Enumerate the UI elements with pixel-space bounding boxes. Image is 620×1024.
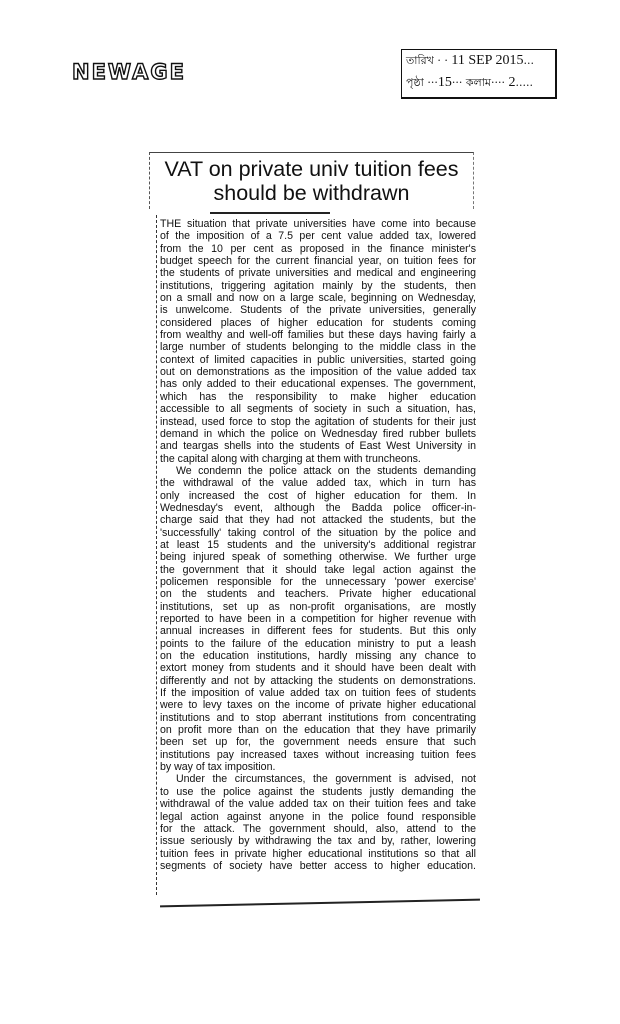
article-line: issue seriously by withdrawing the tax and by, rather, lowering (160, 835, 476, 848)
stamp-page-value: 15 (437, 75, 452, 90)
article-line: for the attack. The government should, also, attend to the (160, 822, 476, 835)
article-line: to use the police against the students justly demanding the (160, 785, 476, 798)
article-line: Under the circumstances, the government is advised, not (176, 773, 476, 786)
article-line: of the imposition of a 7.5 per cent value added tax, lowered (160, 230, 476, 243)
article-line: If the imposition of value added tax on tuition fees of students (160, 687, 476, 700)
article-line: which has the responsibility to make higher education (160, 390, 476, 403)
article-line: budget speech for the current financial year, on tuition fees for (160, 255, 476, 268)
article-line: institutions pay increased taxes without increasing tuition fees (160, 748, 476, 761)
article-line: from wealthy and well-off families but these days having fairly a (160, 329, 476, 342)
article-line: on the students and teachers. Private higher educational (160, 588, 476, 601)
date-stamp (401, 49, 557, 99)
article-line: Wednesday's event, although the Badda police officer-in- (160, 501, 476, 514)
article-line: is unwelcome. Students of the private universities, generally (160, 304, 476, 317)
article-line: accessible to all segments of society in such a situation, has, (160, 403, 476, 416)
article-line: institutions and to stop aberrant institutions from concentrating (160, 711, 476, 724)
article-line: institutions, triggering agitation mainly by the students, then (160, 279, 476, 292)
article-line: instead, used force to stop the agitation of students for their just (160, 415, 476, 428)
article-line: the government that it should take legal action against the (160, 563, 476, 576)
article-line: THE situation that private universities have come into because (160, 218, 476, 230)
article-line: tuition fees in private higher educational institutions so that all (160, 847, 476, 860)
article-line: segments of society have better access to higher education. (160, 859, 476, 872)
article-line: from the 10 per cent as proposed in the finance minister's (160, 242, 476, 255)
article-line: We condemn the police attack on the students demanding (176, 464, 476, 477)
article-line: large number of students belonging to the middle class in the (160, 341, 476, 354)
article-body (160, 218, 476, 872)
stamp-column-value: 2 (508, 75, 516, 90)
article-line: context of limited capacities in public universities, started going (160, 353, 476, 366)
article-line: extort money from students and it should have been dealt with (160, 662, 476, 675)
article-line: withdrawal of the value added tax on their tuition fees and take (160, 798, 476, 811)
article-line: the students of private universities and medical and engineering (160, 267, 476, 280)
article-line: at least 15 students and the university's additional registrar (160, 538, 476, 551)
headline-box (149, 152, 474, 209)
stamp-page-row: পৃষ্ঠা ···15··· কলাম···· 2..... (406, 75, 533, 90)
article-line: been set up for, the government needs ensure that such (160, 736, 476, 749)
article-line: points to the failure of the education ministry to put a leash (160, 637, 476, 650)
article-line: on profit more than on the education that they have primarily (160, 724, 476, 737)
clipping-edge (156, 215, 158, 895)
stamp-date-row: তারিখ · · 11 SEP 2015... (406, 53, 534, 68)
clipping-bottom-edge (160, 899, 480, 908)
article-line: on the education institutions, hardly missing any chance to (160, 650, 476, 663)
article-line: policemen responsible for the unnecessary 'power exercise' (160, 575, 476, 588)
newspaper-masthead: NEWAGE (72, 60, 186, 84)
article-line: demand in which the police on Wednesday fired rubber bullets (160, 427, 476, 440)
article-line: and teargas shells into the students of East West University in (160, 440, 476, 453)
article-line: annual increases in different fees for students. But this only (160, 625, 476, 638)
article-line: were to levy taxes on the income of private higher educational (160, 699, 476, 712)
article-line: institutions, set up as non-profit organisations, are mostly (160, 600, 476, 613)
article-line: has only added to their educational expenses. The government, (160, 378, 476, 391)
headline-line-1: VAT on private univ tuition fees (164, 157, 459, 181)
stamp-date-label: তারিখ (406, 54, 434, 67)
article-line: the capital along with charging at them with truncheons. (160, 452, 421, 465)
stamp-date-value: 11 SEP 2015 (451, 53, 524, 68)
article-line: reported to have been in a competition for higher revenue with (160, 613, 476, 625)
article-line: 'successfully' taking control of the situation by the police and (160, 526, 476, 539)
article-line: on a small and now on a large scale, beginning on Wednesday, (160, 292, 476, 305)
article-line: legal action against anyone in the police found responsible (160, 810, 476, 823)
article-line: being injured speak of something otherwise. We further urge (160, 551, 476, 564)
article-line: by way of tax imposition. (160, 761, 276, 774)
headline (150, 157, 473, 205)
article-line: the withdrawal of the value added tax, which in turn has (160, 477, 476, 490)
stamp-page-label: পৃষ্ঠা (406, 76, 424, 89)
article-line: out on demonstrations as the imposition of the value added tax (160, 366, 476, 379)
article-line: charge said that they had not attacked the students, but the (160, 514, 476, 527)
article-line: considered places of higher education for students coming (160, 316, 476, 329)
headline-line-2: should be withdrawn (213, 181, 410, 205)
article-line: only increased the cost of higher education for them. In (160, 489, 476, 502)
article-line: differently and not by attacking the students on demonstrations. (160, 674, 476, 687)
stamp-column-label: কলাম (465, 76, 492, 89)
headline-rule (210, 212, 330, 214)
